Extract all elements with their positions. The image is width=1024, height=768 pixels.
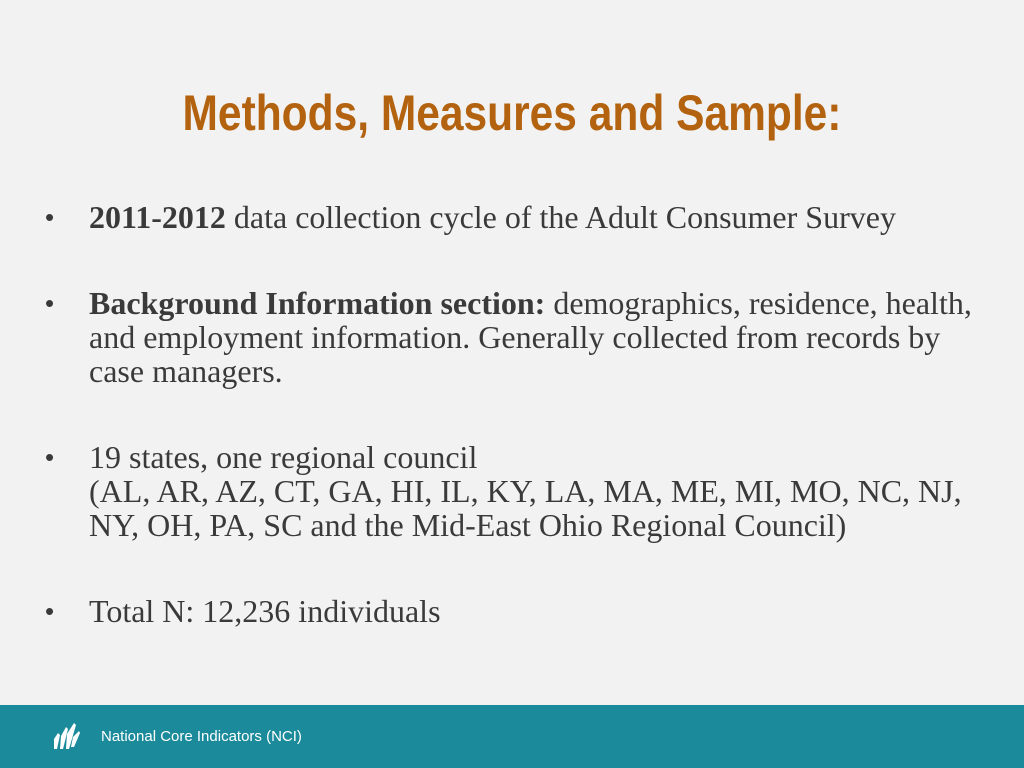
bullet-states-list: (AL, AR, AZ, CT, GA, HI, IL, KY, LA, MA, ME, MI, MO, NC, NJ, NY, OH, PA, SC and the Mid-East Ohio Regional Council)	[89, 473, 962, 543]
bullet-text: Total N: 12,236 individuals	[89, 593, 441, 629]
bullet-item-background-info	[45, 286, 980, 388]
nci-logo-icon	[52, 723, 80, 751]
bullet-text: data collection cycle of the Adult Consumer Survey	[225, 199, 896, 235]
bullet-icon: •	[45, 596, 55, 626]
bullet-item-states	[45, 440, 980, 542]
bullet-item-data-cycle	[45, 200, 980, 234]
footer-label: National Core Indicators (NCI)	[101, 728, 302, 745]
bullet-list	[45, 200, 980, 628]
slide-title: Methods, Measures and Sample:	[182, 85, 842, 141]
bullet-bold-label: 2011-2012	[89, 199, 226, 235]
bullet-text: 19 states, one regional council	[89, 439, 478, 475]
bullet-item-total-n	[45, 594, 980, 628]
bullet-icon: •	[45, 442, 55, 472]
bullet-icon: •	[45, 288, 55, 318]
bullet-icon: •	[45, 202, 55, 232]
bullet-bold-label: Background Information section:	[89, 285, 546, 321]
footer-bar	[0, 705, 1024, 768]
bullet-text: demographics, residence, health, and employment information. Generally collected from records by case managers.	[89, 285, 972, 389]
